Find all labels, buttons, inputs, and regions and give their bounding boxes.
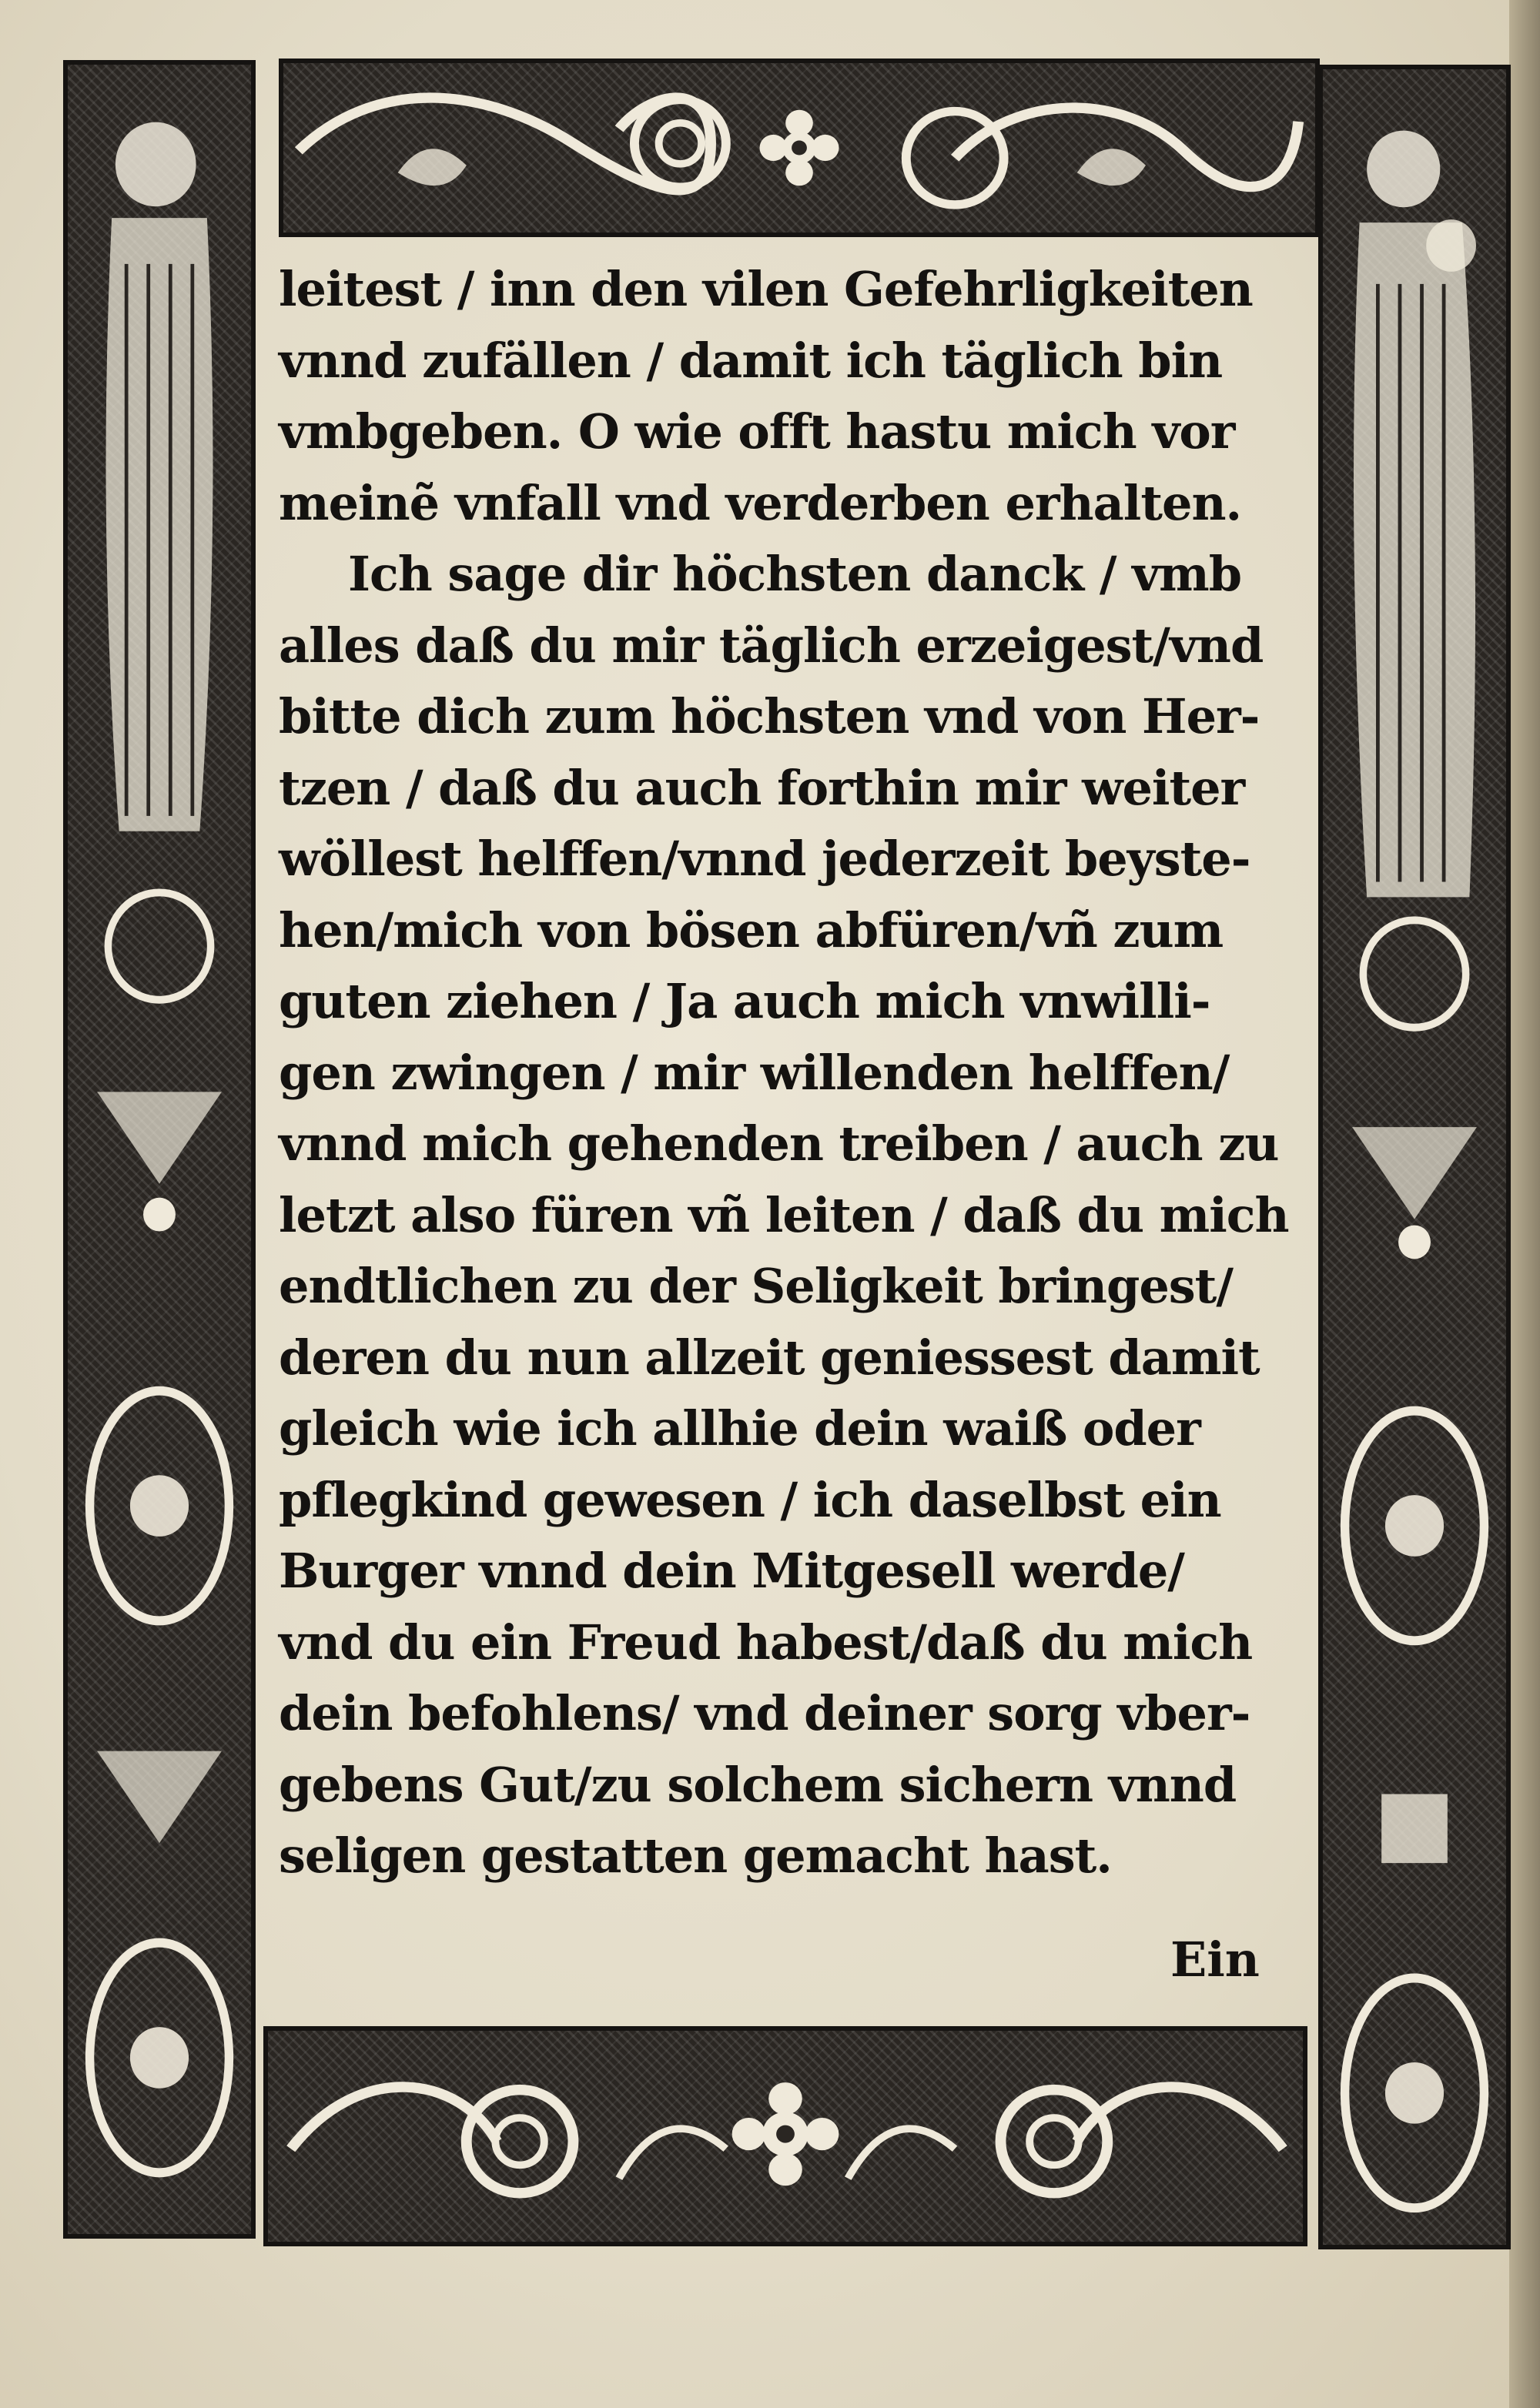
prayer-text-block: [279, 254, 1318, 2017]
text-line: guten ziehen / Ja auch mich vnwilli-: [279, 973, 1210, 1029]
text-line: seligen gestatten gemacht hast.: [279, 1828, 1112, 1884]
right-figure-woodcut: [1318, 65, 1511, 2249]
text-line: vnnd mich gehenden treiben / auch zu: [279, 1115, 1279, 1172]
text-line: Ich sage dir höchsten danck / vmb: [348, 546, 1242, 602]
catchword: Ein: [1170, 1931, 1260, 1988]
text-line: pflegkind gewesen / ich daselbst ein: [279, 1471, 1221, 1528]
text-line: wöllest helffen/vnnd jederzeit beyste-: [279, 831, 1250, 887]
top-ornament-woodcut: [279, 59, 1320, 237]
page-gutter: [1509, 0, 1540, 2408]
text-line: gebens Gut/zu solchem sichern vnnd: [279, 1756, 1237, 1813]
text-line: deren du nun allzeit geniessest damit: [279, 1329, 1260, 1386]
text-line: Burger vnnd dein Mitgesell werde/: [279, 1543, 1184, 1599]
text-line: gen zwingen / mir willenden helffen/: [279, 1044, 1230, 1101]
text-line: gleich wie ich allhie dein waiß oder: [279, 1400, 1200, 1457]
text-line: dein befohlens/ vnd deiner sorg vber-: [279, 1685, 1250, 1741]
text-line: meinẽ vnfall vnd verderben erhalten.: [279, 474, 1242, 531]
text-line: tzen / daß du auch forthin mir weiter: [279, 759, 1245, 816]
text-line: letzt also füren vñ leiten / daß du mich: [279, 1186, 1289, 1243]
text-line: vmbgeben. O wie offt hastu mich vor: [279, 403, 1235, 460]
text-line: vnd du ein Freud habest/daß du mich: [279, 1614, 1253, 1671]
floral-scroll-ornament-icon: [268, 2031, 1303, 2242]
text-line: vnnd zufällen / damit ich täglich bin: [279, 332, 1223, 389]
saint-figure-icon: [68, 65, 251, 2234]
text-line: leitest / inn den vilen Gefehrligkeiten: [279, 261, 1253, 317]
madonna-figure-icon: [1323, 69, 1506, 2245]
text-line: bitte dich zum höchsten vnd von Her-: [279, 688, 1260, 744]
text-line: endtlichen zu der Seligkeit bringest/: [279, 1258, 1233, 1314]
scroll-ornament-icon: [283, 63, 1315, 232]
left-figure-woodcut: [63, 60, 256, 2239]
text-line: hen/mich von bösen abfüren/vñ zum: [279, 901, 1224, 958]
text-line: alles daß du mir täglich erzeigest/vnd: [279, 617, 1264, 674]
bottom-ornament-woodcut: [263, 2026, 1307, 2246]
